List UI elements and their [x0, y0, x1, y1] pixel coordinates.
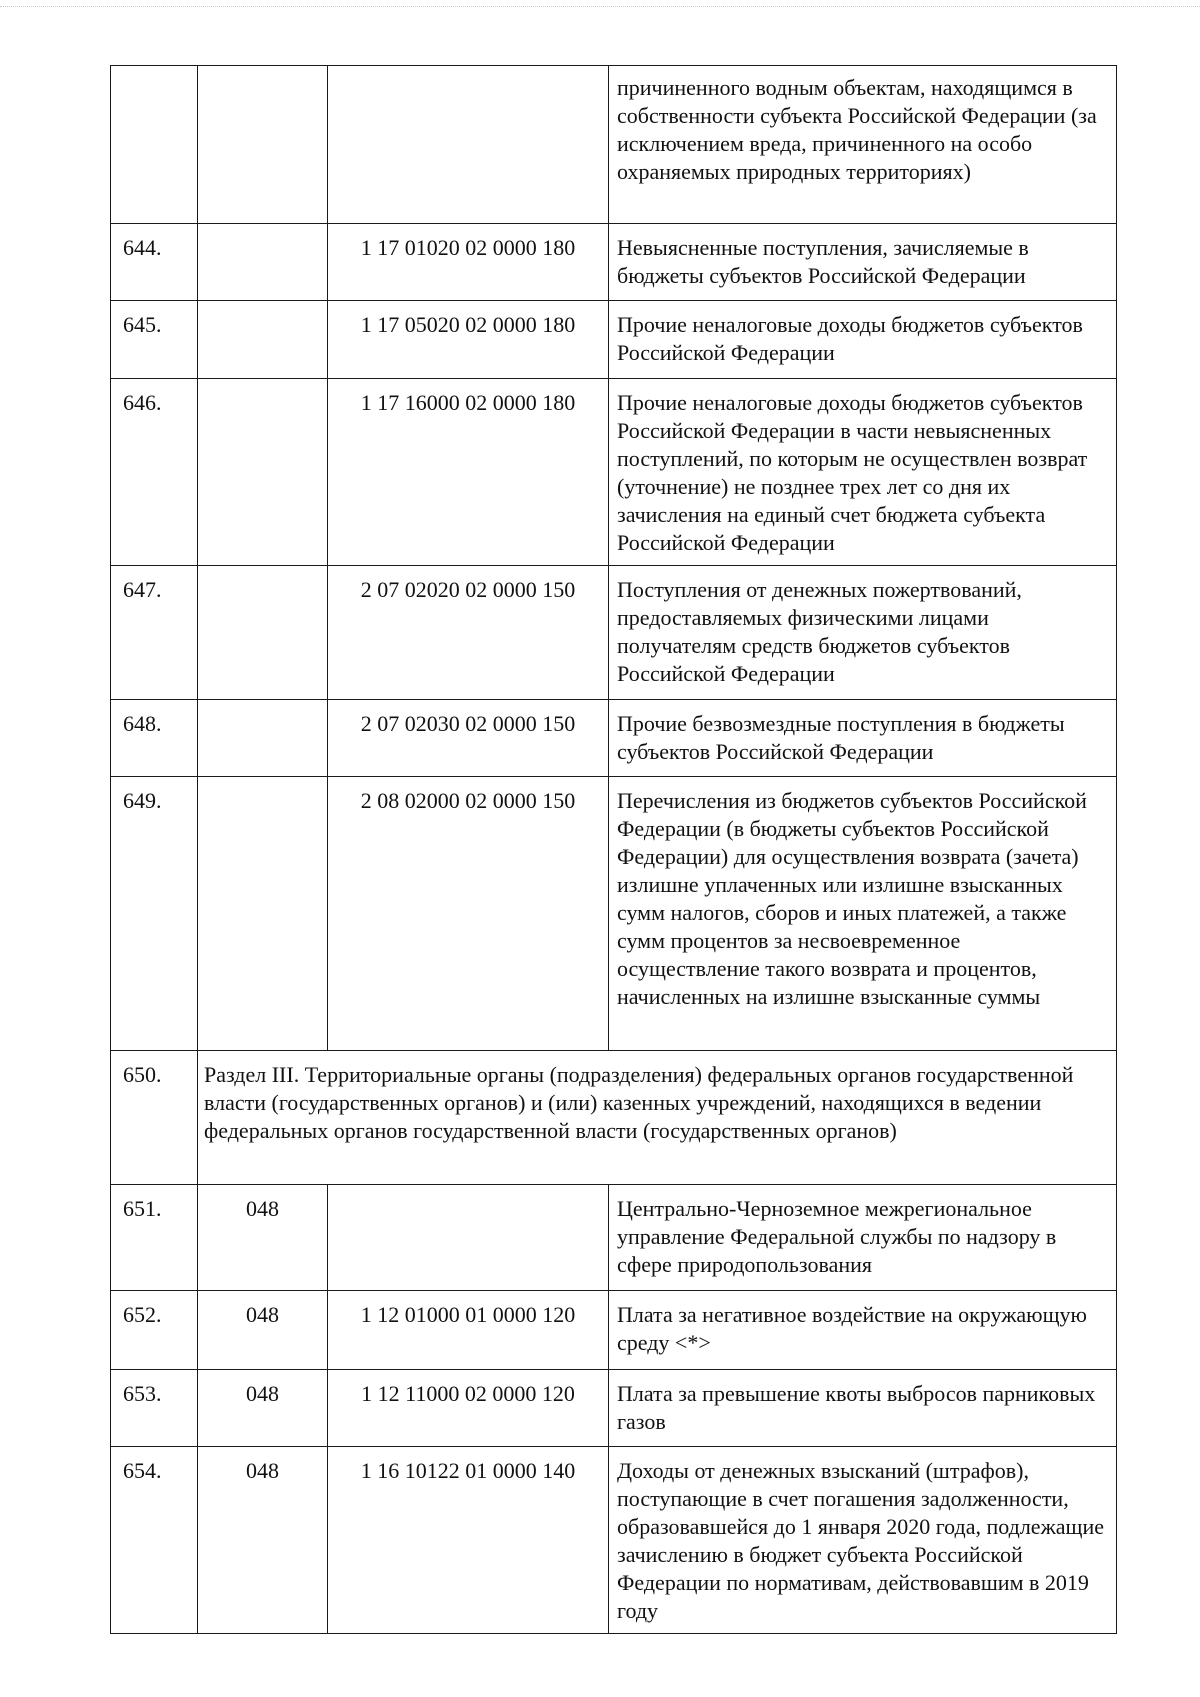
admin-code: 048 — [198, 1291, 328, 1370]
admin-code: 048 — [198, 1370, 328, 1447]
row-number — [111, 66, 198, 224]
income-description: Поступления от денежных пожертвований, предоставляемых физическими лицами получателям средств бюджетов субъектов Российской Федерации — [609, 566, 1117, 700]
table-row — [111, 700, 1117, 777]
row-number: 652. — [111, 1291, 198, 1370]
budget-classification-code — [328, 1185, 609, 1291]
budget-classification-code: 1 16 10122 01 0000 140 — [328, 1447, 609, 1634]
income-description: Доходы от денежных взысканий (штрафов), поступающие в счет погашения задолженности, образовавшейся до 1 января 2020 года, подлежащие зачислению в бюджет субъекта Российской Федерации по нормативам, действовавшим в 2019 году — [609, 1447, 1117, 1634]
budget-classification-code — [328, 66, 609, 224]
row-number: 651. — [111, 1185, 198, 1291]
row-number: 648. — [111, 700, 198, 777]
row-number: 649. — [111, 777, 198, 1051]
budget-classification-code: 1 12 01000 01 0000 120 — [328, 1291, 609, 1370]
row-number: 650. — [111, 1051, 198, 1185]
table-row — [111, 1447, 1117, 1634]
admin-code — [198, 301, 328, 379]
row-number: 647. — [111, 566, 198, 700]
income-description: Плата за негативное воздействие на окружающую среду <*> — [609, 1291, 1117, 1370]
income-description: Центрально-Черноземное межрегиональное управление Федеральной службы по надзору в сфере природопользования — [609, 1185, 1117, 1291]
budget-classification-code: 2 08 02000 02 0000 150 — [328, 777, 609, 1051]
table-row — [111, 379, 1117, 566]
income-description: причиненного водным объектам, находящимся в собственности субъекта Российской Федерации (за исключением вреда, причиненного на особо охраняемых природных территориях) — [609, 66, 1117, 224]
income-description: Прочие неналоговые доходы бюджетов субъектов Российской Федерации — [609, 301, 1117, 379]
income-description: Невыясненные поступления, зачисляемые в бюджеты субъектов Российской Федерации — [609, 224, 1117, 301]
budget-classification-code: 1 17 01020 02 0000 180 — [328, 224, 609, 301]
row-number: 645. — [111, 301, 198, 379]
row-number: 644. — [111, 224, 198, 301]
table-row — [111, 1370, 1117, 1447]
budget-classification-code: 1 17 05020 02 0000 180 — [328, 301, 609, 379]
scan-edge-line — [0, 6, 1200, 7]
row-number: 653. — [111, 1370, 198, 1447]
table-row — [111, 301, 1117, 379]
income-description: Плата за превышение квоты выбросов парниковых газов — [609, 1370, 1117, 1447]
admin-code — [198, 566, 328, 700]
row-number: 646. — [111, 379, 198, 566]
budget-classification-code: 2 07 02020 02 0000 150 — [328, 566, 609, 700]
income-description: Прочие безвозмездные поступления в бюджеты субъектов Российской Федерации — [609, 700, 1117, 777]
admin-code — [198, 66, 328, 224]
admin-code: 048 — [198, 1185, 328, 1291]
section-row — [111, 1051, 1117, 1185]
admin-code: 048 — [198, 1447, 328, 1634]
income-description: Прочие неналоговые доходы бюджетов субъектов Российской Федерации в части невыясненных поступлений, по которым не осуществлен возврат (уточнение) не позднее трех лет со дня их зачисления на единый счет бюджета субъекта Российской Федерации — [609, 379, 1117, 566]
admin-code — [198, 777, 328, 1051]
budget-codes-table — [110, 65, 1117, 1634]
budget-classification-code: 1 12 11000 02 0000 120 — [328, 1370, 609, 1447]
section-heading: Раздел III. Территориальные органы (подразделения) федеральных органов государственной власти (государственных органов) и (или) казенных учреждений, находящихся в ведении федеральных органов государственной власти (государственных органов) — [198, 1051, 1117, 1185]
table-row — [111, 1185, 1117, 1291]
table-row — [111, 66, 1117, 224]
admin-code — [198, 224, 328, 301]
table-row — [111, 777, 1117, 1051]
table-row — [111, 1291, 1117, 1370]
table-row — [111, 566, 1117, 700]
row-number: 654. — [111, 1447, 198, 1634]
table-row — [111, 224, 1117, 301]
budget-classification-code: 1 17 16000 02 0000 180 — [328, 379, 609, 566]
budget-classification-code: 2 07 02030 02 0000 150 — [328, 700, 609, 777]
admin-code — [198, 379, 328, 566]
income-description: Перечисления из бюджетов субъектов Российской Федерации (в бюджеты субъектов Российской Федерации) для осуществления возврата (зачета) излишне уплаченных или излишне взысканных сумм налогов, сборов и иных платежей, а также сумм процентов за несвоевременное осуществление такого возврата и процентов, начисленных на излишне взысканные суммы — [609, 777, 1117, 1051]
admin-code — [198, 700, 328, 777]
